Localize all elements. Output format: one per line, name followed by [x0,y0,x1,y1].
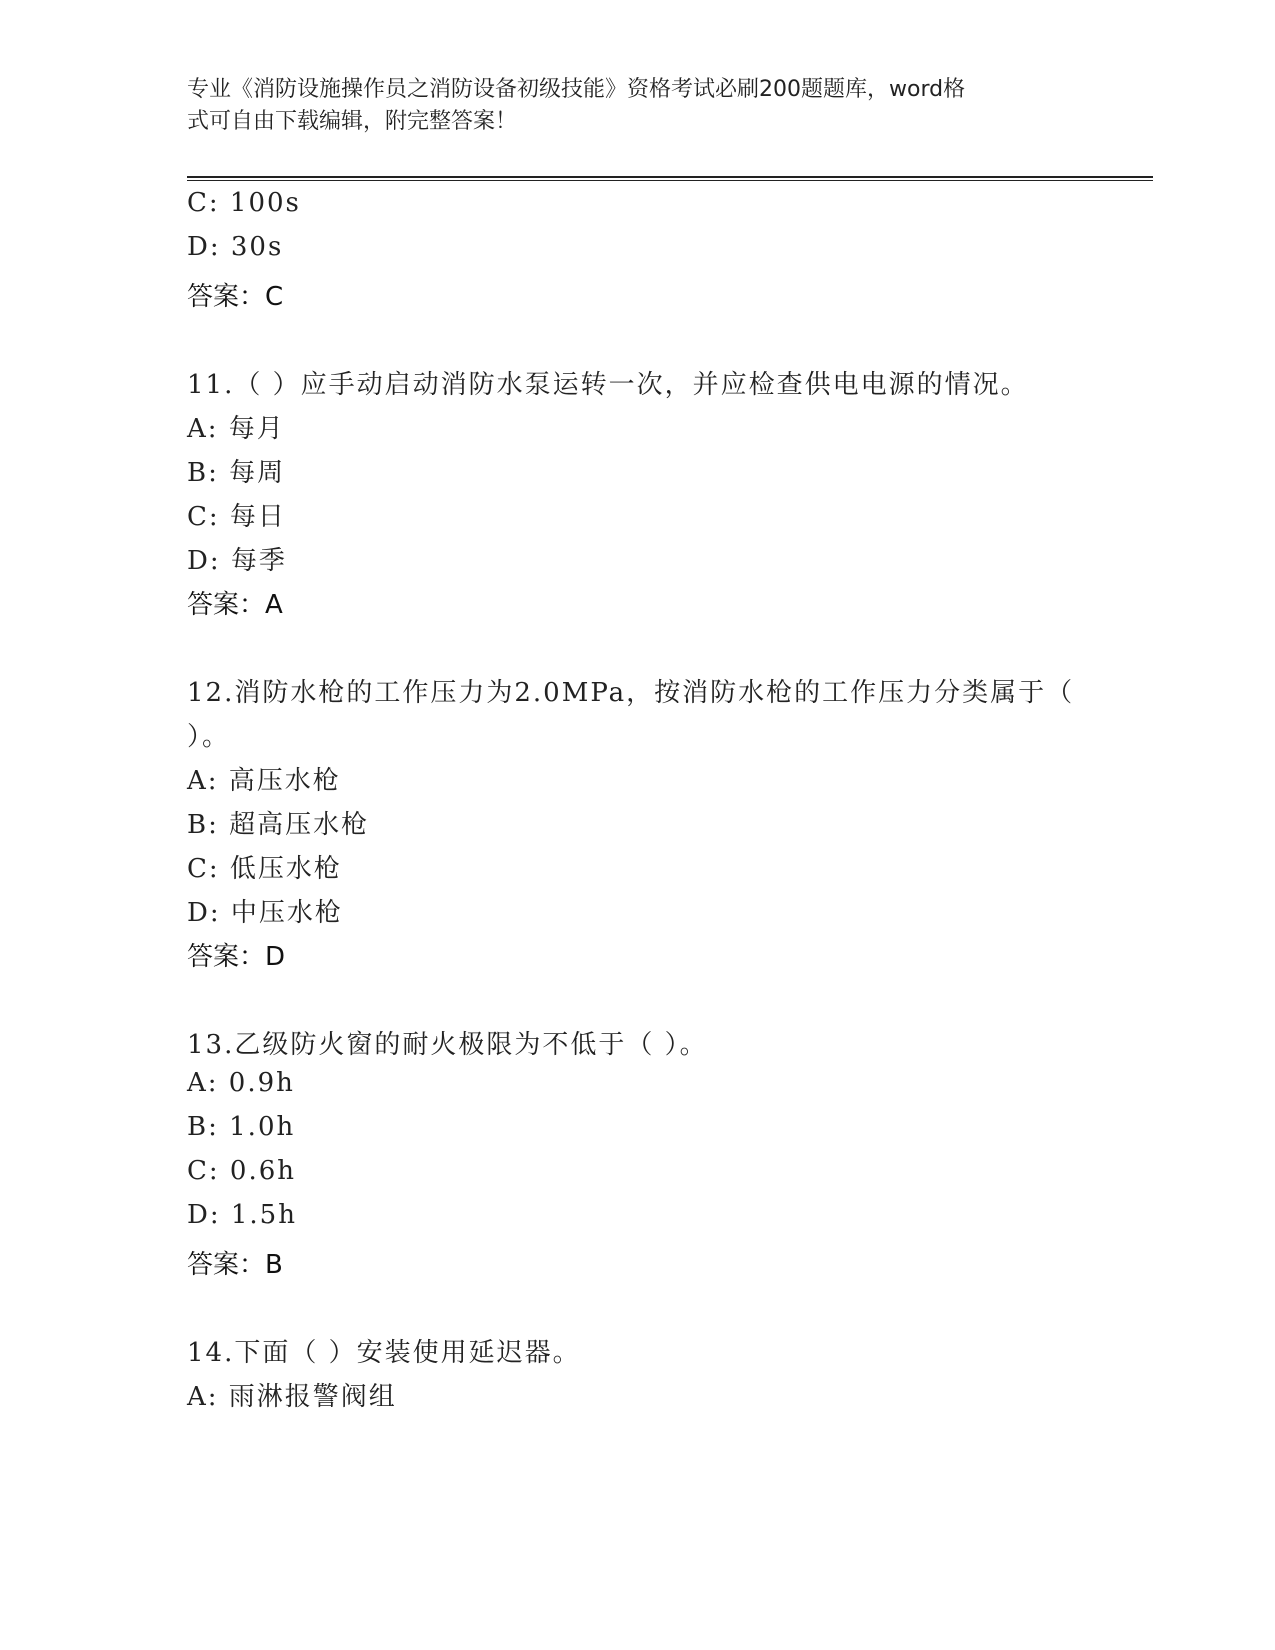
q10-option-c: C: 100s [187,188,301,218]
q12-stem-line-2: ）。 [187,722,231,752]
q12-option-c: C: 低压水枪 [187,854,342,884]
q13-option-c: C: 0.6h [187,1156,297,1186]
q13-option-b: B: 1.0h [187,1112,296,1142]
q13-answer: 答案：B [187,1250,283,1280]
q13-option-d: D: 1.5h [187,1200,297,1230]
q11-option-c: C: 每日 [187,502,286,532]
q14-option-a: A: 雨淋报警阀组 [187,1382,397,1412]
q10-option-d: D: 30s [187,232,284,262]
document-header [187,74,1067,138]
q12-option-d: D: 中压水枪 [187,898,343,928]
q10-answer: 答案：C [187,282,284,312]
q11-option-b: B: 每周 [187,458,286,488]
q12-option-b: B: 超高压水枪 [187,810,370,840]
q11-option-a: A: 每月 [187,414,285,444]
header-divider [187,176,1153,181]
q14-stem: 14.下面（ ）安装使用延迟器。 [187,1338,581,1368]
q11-answer: 答案：A [187,590,283,620]
header-title-line-2: 式可自由下载编辑，附完整答案！ [187,109,518,134]
q13-option-a: A: 0.9h [187,1068,295,1098]
q12-answer: 答案：D [187,942,286,972]
q11-stem: 11.（ ）应手动启动消防水泵运转一次，并应检查供电电源的情况。 [187,370,1029,400]
q13-stem: 13.乙级防火窗的耐火极限为不低于（ ）。 [187,1030,708,1060]
header-title-line-1: 专业《消防设施操作员之消防设备初级技能》资格考试必刷200题题库，word格 [187,77,966,102]
q11-option-d: D: 每季 [187,546,287,576]
q12-stem-line-1: 12.消防水枪的工作压力为2.0MPa，按消防水枪的工作压力分类属于（ [187,678,1075,708]
q12-option-a: A: 高压水枪 [187,766,341,796]
